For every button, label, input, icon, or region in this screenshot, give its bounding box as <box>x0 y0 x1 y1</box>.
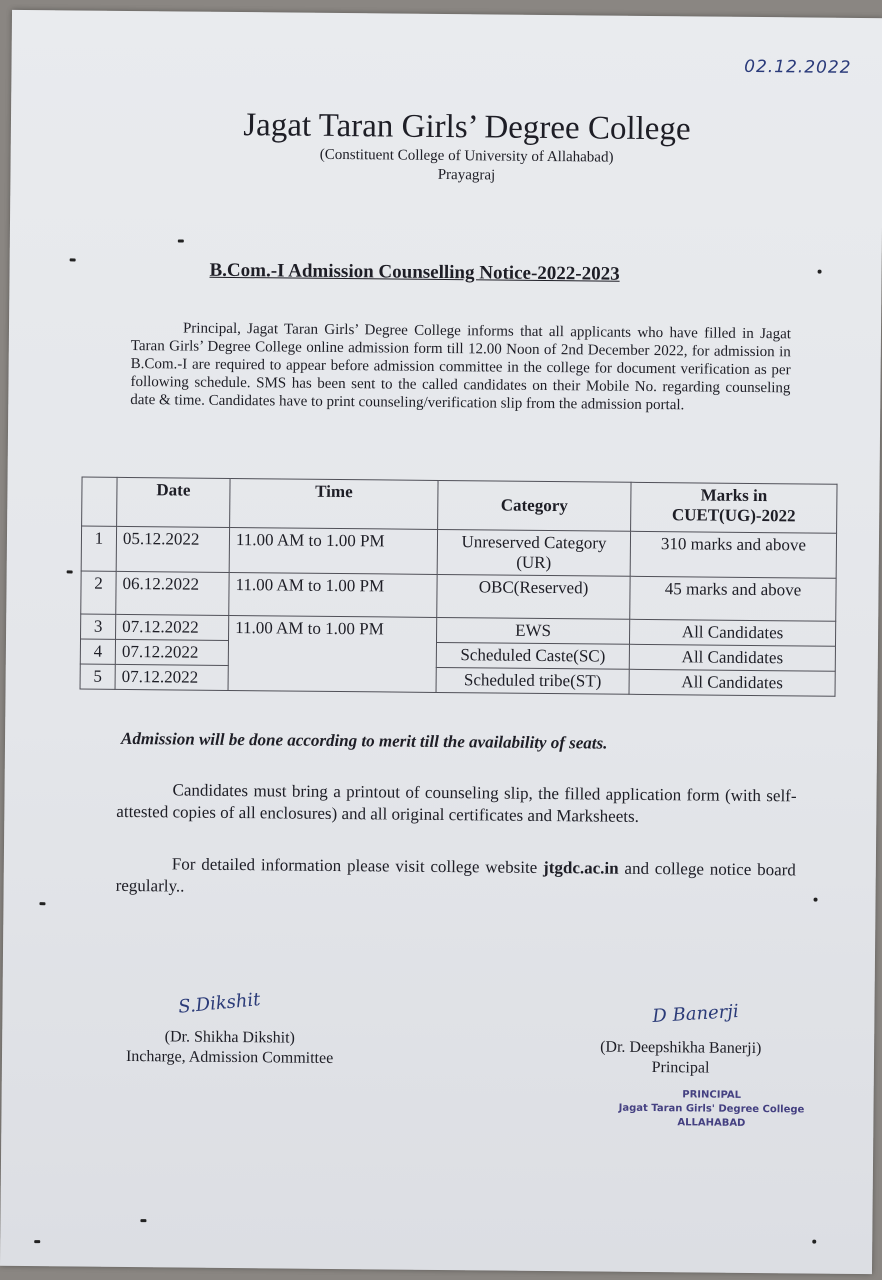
intro-paragraph: Principal, Jagat Taran Girls’ Degree College informs that all applicants who have filled in Jagat Taran Girls’ Degree College online admission form till 12.00 Noon of 2nd December 2022, for admission in B.Com.-I are required to appear before admission committee in the college for document verification as per following schedule. SMS has been sent to the called candidates on their Mobile No. regarding counseling date & time. Candidates have to print counseling/verification slip from the admission portal. <box>130 320 792 414</box>
stamp-line: PRINCIPAL <box>682 1089 742 1101</box>
counselling-schedule-table <box>80 477 838 697</box>
signature-block-admission <box>125 989 334 1069</box>
scan-speck <box>34 1240 40 1243</box>
cell-time: 11.00 AM to 1.00 PM <box>229 572 437 617</box>
college-affiliation: (Constituent College of University of Allahabad) <box>319 146 614 166</box>
cell-serial: 3 <box>81 614 116 639</box>
notice-sheet <box>0 10 882 1274</box>
header-category: Category <box>438 480 631 531</box>
header-date: Date <box>117 477 230 527</box>
cell-serial: 2 <box>81 571 116 614</box>
scan-speck <box>70 258 76 261</box>
scan-speck <box>818 270 822 274</box>
signatory-name: (Dr. Shikha Dikshit) <box>164 1028 295 1047</box>
header-marks: Marks in CUET(UG)-2022 <box>631 482 837 533</box>
cell-category: Unreserved Category (UR) <box>437 529 630 576</box>
college-city: Prayagraj <box>437 166 496 184</box>
cell-category: EWS <box>436 617 629 644</box>
handwritten-signature: S.Dikshit <box>177 989 262 1018</box>
handwritten-signature: D Banerji <box>651 1000 740 1028</box>
cell-date: 05.12.2022 <box>116 526 229 572</box>
merit-note: Admission will be done according to merit till the availability of seats. <box>120 728 608 753</box>
cell-serial: 1 <box>81 526 116 571</box>
cell-marks: 45 marks and above <box>630 576 836 621</box>
scan-speck <box>814 898 818 902</box>
signatory-name: (Dr. Deepshikha Banerji) <box>600 1038 762 1058</box>
stamp-line: ALLAHABAD <box>677 1117 746 1129</box>
letterhead <box>10 105 882 188</box>
instructions-paragraph: Candidates must bring a printout of counseling slip, the filled application form (with self-attested copies of all enclosures) and all original certificates and Marksheets. <box>116 780 797 826</box>
notice-title: B.Com.-I Admission Counselling Notice-2022-2023 <box>209 259 620 285</box>
cell-marks: All Candidates <box>629 669 835 696</box>
principal-stamp <box>591 1087 831 1131</box>
cell-category: OBC(Reserved) <box>437 574 630 619</box>
cell-time: 11.00 AM to 1.00 PM <box>228 615 437 692</box>
website-text-suffix: and college notice board regularly.. <box>115 858 796 896</box>
cell-serial: 5 <box>80 664 115 689</box>
scan-speck <box>67 570 73 573</box>
scan-speck <box>812 1240 816 1244</box>
table-row <box>81 571 836 621</box>
header-time: Time <box>230 478 438 529</box>
college-name: Jagat Taran Girls’ Degree College <box>243 107 691 148</box>
website-text-prefix: For detailed information please visit college website <box>171 854 544 877</box>
cell-serial: 4 <box>80 639 115 664</box>
cell-marks: 310 marks and above <box>630 531 836 578</box>
stamp-line: Jagat Taran Girls' Degree College <box>618 1102 805 1116</box>
scan-speck <box>178 239 184 242</box>
cell-category: Scheduled Caste(SC) <box>436 642 629 669</box>
college-website-link: jtgdc.ac.in <box>543 857 619 878</box>
cell-time: 11.00 AM to 1.00 PM <box>229 527 437 574</box>
handwritten-date: 02.12.2022 <box>744 56 852 78</box>
signatory-title: Principal <box>651 1059 710 1077</box>
scan-speck <box>39 902 45 905</box>
cell-marks: All Candidates <box>629 644 835 671</box>
cell-date: 07.12.2022 <box>115 664 228 690</box>
cell-date: 07.12.2022 <box>116 614 229 640</box>
cell-date: 06.12.2022 <box>116 571 229 615</box>
table-header-row <box>82 477 837 533</box>
cell-date: 07.12.2022 <box>115 639 228 665</box>
signature-block-principal <box>600 1000 762 1080</box>
scan-speck <box>140 1219 146 1222</box>
cell-marks: All Candidates <box>629 619 835 646</box>
header-serial <box>82 477 117 526</box>
website-paragraph <box>116 853 796 904</box>
signatory-title: Incharge, Admission Committee <box>125 1047 334 1067</box>
table-row <box>81 526 836 578</box>
cell-category: Scheduled tribe(ST) <box>436 667 629 694</box>
